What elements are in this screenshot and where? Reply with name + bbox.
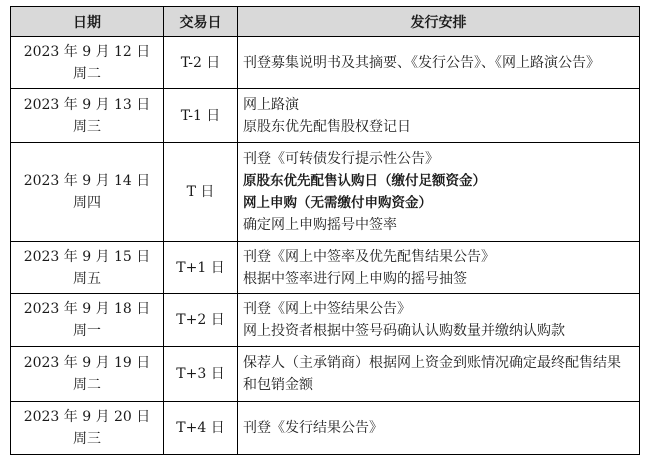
- date-cell: [11, 294, 164, 347]
- header-date: 日期: [11, 7, 164, 37]
- arrangement-line: 原股东优先配售股权登记日: [243, 118, 411, 135]
- weekday-text: 周三: [73, 431, 101, 447]
- arrangement-line: 保荐人（主承销商）根据网上资金到账情况确定最终配售结果和包销金额: [243, 355, 621, 393]
- table-row: [11, 37, 640, 89]
- arrangement-line: 网上路演: [243, 96, 299, 113]
- arrangement-cell: [238, 347, 640, 402]
- trading-day-cell: T+3 日: [164, 347, 238, 402]
- date-cell: [11, 89, 164, 143]
- arrangement-line: 网上投资者根据中签号码确认认购数量并缴纳认购款: [243, 323, 565, 339]
- arrangement-cell: [238, 402, 640, 455]
- trading-day-cell: T+2 日: [164, 294, 238, 347]
- issuance-schedule-table: [10, 6, 640, 455]
- weekday-text: 周五: [73, 270, 101, 287]
- header-trading-day: 交易日: [164, 7, 238, 37]
- table-row: [11, 242, 640, 294]
- arrangement-line: 根据中签率进行网上申购的摇号抽签: [243, 270, 467, 287]
- date-cell: [11, 402, 164, 455]
- date-cell: [11, 37, 164, 89]
- date-text: 2023 年 9 月 14 日: [23, 173, 151, 189]
- date-text: 2023 年 9 月 13 日: [23, 96, 151, 113]
- trading-day-cell: T-1 日: [164, 89, 238, 143]
- arrangement-line-bold: 网上申购（无需缴付申购资金）: [243, 195, 432, 211]
- table-row: [11, 89, 640, 143]
- table-row: [11, 402, 640, 455]
- arrangement-line-bold: 原股东优先配售认购日（缴付足额资金）: [243, 173, 486, 189]
- arrangement-cell: [238, 143, 640, 242]
- date-text: 2023 年 9 月 20 日: [23, 409, 151, 425]
- arrangement-line: 刊登《网上中签结果公告》: [243, 301, 411, 317]
- arrangement-line: 确定网上申购摇号中签率: [243, 217, 397, 233]
- arrangement-cell: [238, 89, 640, 143]
- date-text: 2023 年 9 月 19 日: [23, 355, 151, 371]
- trading-day-cell: T+1 日: [164, 242, 238, 294]
- header-row: [11, 7, 640, 37]
- table-row: [11, 347, 640, 402]
- weekday-text: 周三: [73, 118, 101, 135]
- date-text: 2023 年 9 月 18 日: [23, 301, 151, 317]
- date-cell: [11, 242, 164, 294]
- arrangement-line: 刊登《可转债发行提示性公告》: [243, 151, 439, 167]
- date-cell: [11, 347, 164, 402]
- trading-day-cell: T 日: [164, 143, 238, 242]
- arrangement-line: 刊登募集说明书及其摘要、《发行公告》、《网上路演公告》: [243, 54, 600, 71]
- arrangement-line: 刊登《发行结果公告》: [243, 420, 383, 436]
- weekday-text: 周二: [73, 377, 101, 393]
- header-arrangement: 发行安排: [238, 7, 640, 37]
- weekday-text: 周二: [73, 65, 101, 82]
- table-row: [11, 294, 640, 347]
- weekday-text: 周一: [73, 323, 101, 339]
- table-row: [11, 143, 640, 242]
- arrangement-cell: [238, 242, 640, 294]
- arrangement-cell: [238, 37, 640, 89]
- weekday-text: 周四: [73, 195, 101, 211]
- trading-day-cell: T+4 日: [164, 402, 238, 455]
- trading-day-cell: T-2 日: [164, 37, 238, 89]
- date-text: 2023 年 9 月 12 日: [23, 43, 151, 60]
- arrangement-line: 刊登《网上中签率及优先配售结果公告》: [243, 248, 495, 265]
- arrangement-cell: [238, 294, 640, 347]
- date-text: 2023 年 9 月 15 日: [23, 248, 151, 265]
- date-cell: [11, 143, 164, 242]
